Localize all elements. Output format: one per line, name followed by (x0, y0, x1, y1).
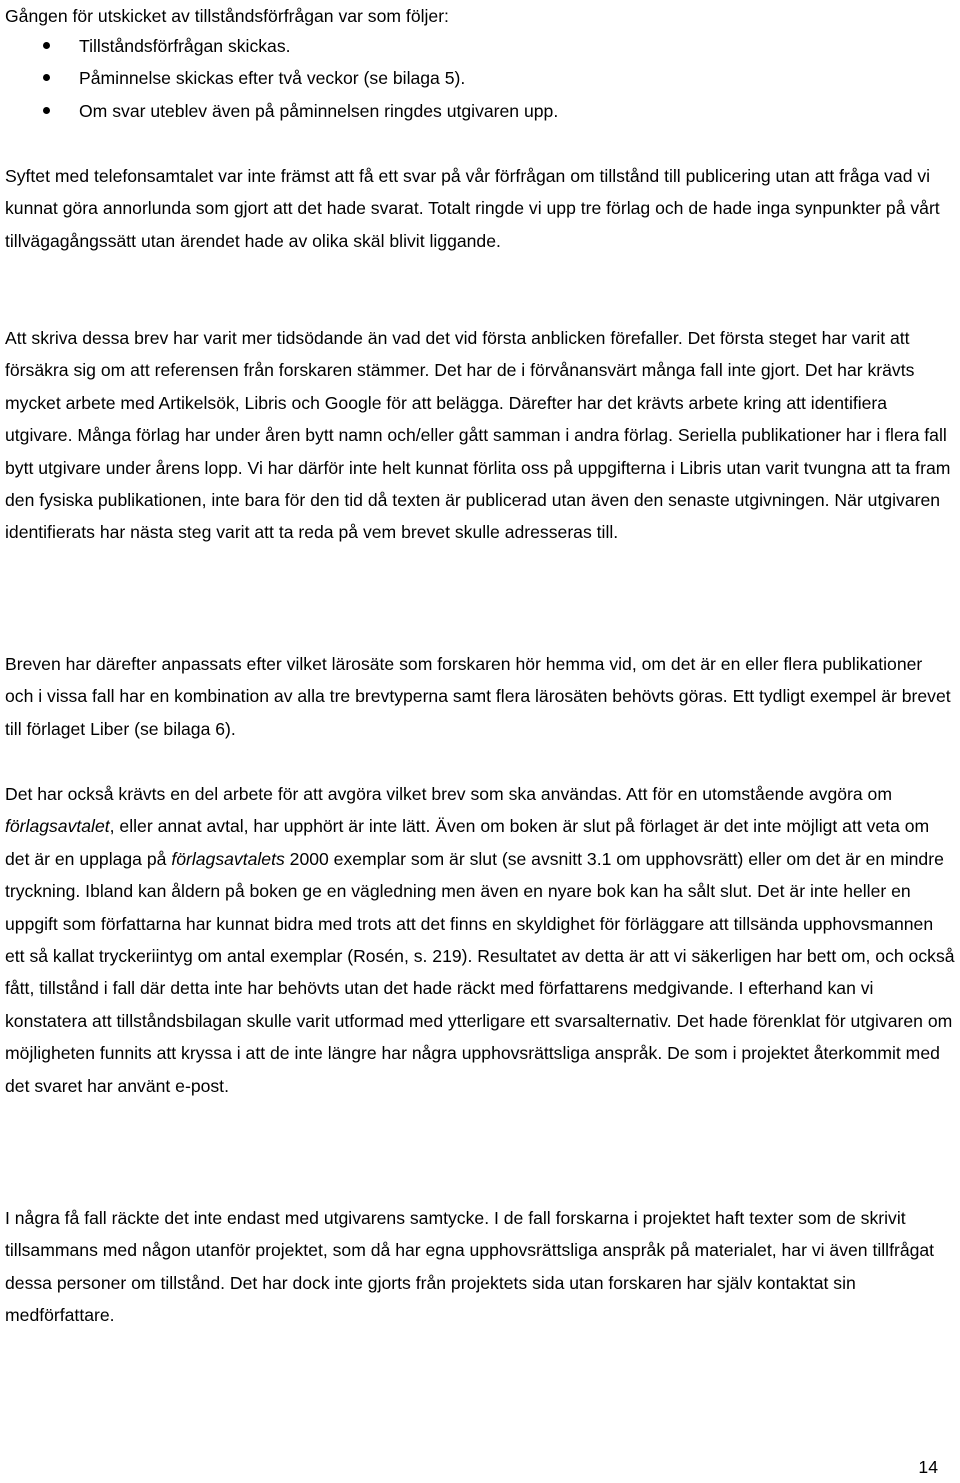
paragraph-co-authors: I några få fall räckte det inte endast med utgivarens samtycke. I de fall forskarna i projektet haft texter som de skrivit tillsammans med någon utanför projektet, som då har egna upphovsrättsliga anspråk på materialet, har vi även tillfrågat dessa personer om tillstånd. Det har dock inte gjorts från projektets sida utan forskaren har själv kontaktat sin medförfattare. (5, 1208, 935, 1326)
paragraph-choosing-letter (5, 778, 955, 1102)
intro-line: Gången för utskicket av tillståndsförfrågan var som följer: (5, 6, 449, 26)
paragraph-letter-writing: Att skriva dessa brev har varit mer tidsödande än vad det vid första anblicken förefaller. Det första steget har varit att försäkra sig om att referensen från forskaren stämmer. Det har de i förvånansvärt många fall inte gjort. Det har krävts mycket arbete med Artikelsök, Libris och Google för att belägga. Därefter har det krävts arbete kring att identifiera utgivare. Många förlag har under åren bytt namn och/eller gått samman i andra förlag. Seriella publikationer har i flera fall bytt utgivare under årens lopp. Vi har därför inte helt kunnat förlita oss på uppgifterna i Libris utan varit tvungna att ta fram den fysiska publikationen, inte bara för den tid då texten är publicerad utan även den senaste utgivningen. När utgivaren identifierats har nästa steg varit att ta reda på vem brevet skulle adresseras till. (5, 328, 951, 543)
page-number: 14 (918, 1457, 938, 1477)
bullet-icon (43, 107, 50, 114)
bullet-icon (43, 74, 50, 81)
paragraph-text: , eller annat avtal, har upphört är inte lätt. Även om boken är slut på förlaget är det inte möjligt att veta om det är en upplaga på (5, 816, 930, 869)
list-item (0, 30, 558, 62)
list-item-text: Påminnelse skickas efter två veckor (se bilaga 5). (79, 68, 466, 89)
bullet-list (0, 30, 558, 127)
list-item-text: Tillståndsförfrågan skickas. (79, 36, 291, 56)
bullet-icon (43, 42, 50, 49)
paragraph-text: Det har också krävts en del arbete för att avgöra vilket brev som ska användas. Att för en utomstående avgöra om (5, 784, 892, 804)
paragraph-telephone-call: Syftet med telefonsamtalet var inte främst att få ett svar på vår förfrågan om tillstånd till publicering utan att fråga vad vi kunnat göra annorlunda som gjort att det hade svarat. Totalt ringde vi upp tre förlag och de hade inga synpunkter på vårt tillvägagångssätt utan ärendet hade av olika skäl blivit liggande. (5, 166, 940, 251)
list-item (0, 62, 558, 94)
list-item-text: Om svar uteblev även på påminnelsen ringdes utgivaren upp. (79, 100, 559, 121)
paragraph-text: 2000 exemplar som är slut (se avsnitt 3.1 om upphovsrätt) eller om det är en mindre tryckning. Ibland kan åldern på boken ge en vägledning men även en nyare bok kan ha sålt slut. Det är inte heller en uppgift som författarna har kunnat bidra med trots att det finns en skyldighet för förläggare att tillsända upphovsmannen ett så kallat tryckeriintyg om antal exemplar (Rosén, s. 219). Resultatet av detta är att vi säkerligen har bett om, och också fått, tillstånd i fall där detta inte har behövts utan det hade räckt med författarens medgivande. I efterhand kan vi konstatera att tillståndsbilagan skulle varit utformad med ytterligare ett svarsalternativ. Det hade förenklat för utgivaren om möjligheten funnits att kryssa i att de inte längre har några upphovsrättsliga anspråk. De som i projektet återkommit med det svaret har använt e-post. (5, 848, 955, 1096)
emphasis-term: förlagsavtalet (5, 816, 110, 837)
paragraph-letter-adaptation: Breven har därefter anpassats efter vilket lärosäte som forskaren hör hemma vid, om det är en eller flera publikationer och i vissa fall har en kombination av alla tre brevtyperna samt flera lärosäten behövts göras. Ett tydligt exempel är brevet till förlaget Liber (se bilaga 6). (5, 654, 951, 739)
list-item (0, 95, 558, 127)
emphasis-term: förlagsavtalets (171, 848, 285, 869)
